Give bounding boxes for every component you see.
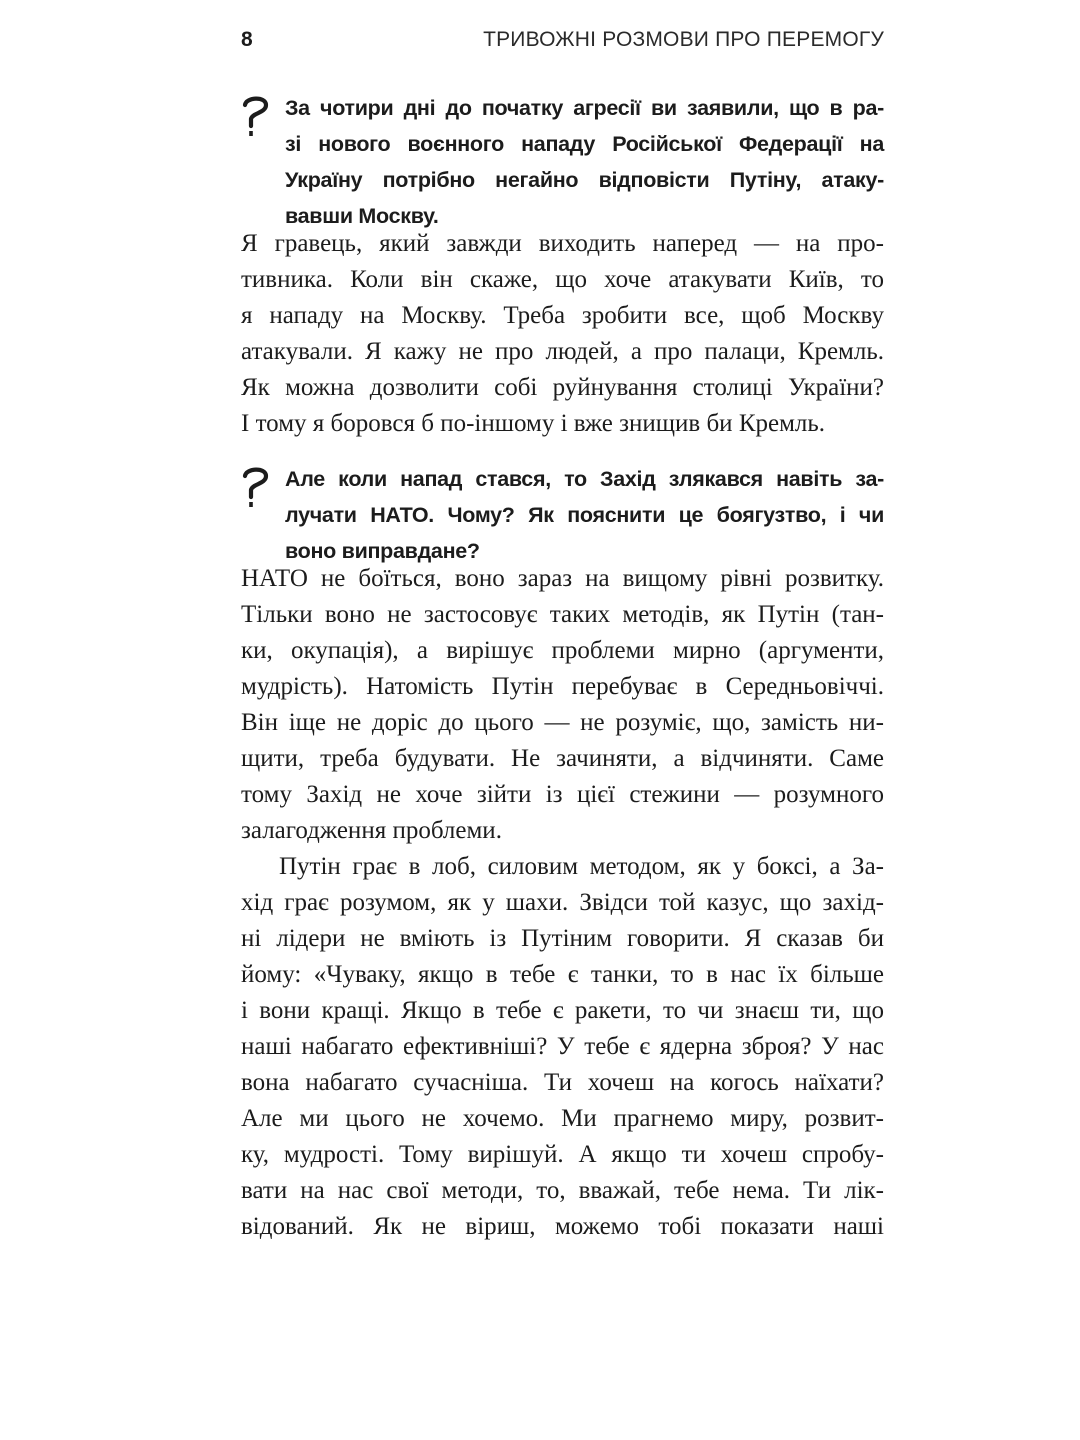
answer-line: ки, окупація), а вирішує проблеми мирно (аргументи, <box>241 637 884 664</box>
question-2 <box>241 461 884 569</box>
question-line: За чотири дні до початку агресії ви заявили, що в ра- <box>285 96 884 120</box>
question-line: Україну потрібно негайно відповісти Путіну, атаку- <box>285 168 884 192</box>
question-line: воно виправдане? <box>285 539 480 563</box>
answer-line: вона набагато сучасніша. Ти хочеш на когось наїхати? <box>241 1069 884 1096</box>
answer-line: вати на нас свої методи, то, вважай, тебе нема. Ти лік- <box>241 1177 884 1204</box>
answer-1 <box>241 226 884 442</box>
answer-line: ку, мудрості. Тому вирішуй. А якщо ти хочеш спробу- <box>241 1141 884 1168</box>
answer-line: НАТО не боїться, воно зараз на вищому рівні розвитку. <box>241 565 884 592</box>
answer-line: йому: «Чуваку, якщо в тебе є танки, то в нас їх більше <box>241 961 884 988</box>
question-mark-icon <box>241 94 271 140</box>
question-line: Але коли напад стався, то Захід злякався навіть за- <box>285 467 884 491</box>
answer-line: Він іще не доріс до цього — не розуміє, що, замість ни- <box>241 709 884 736</box>
page-number: 8 <box>241 28 253 51</box>
running-head <box>241 28 884 58</box>
answer-line: ні лідери не вміють із Путіним говорити. Я сказав би <box>241 925 884 952</box>
book-title: ТРИВОЖНІ РОЗМОВИ ПРО ПЕРЕМОГУ <box>483 28 884 51</box>
question-1 <box>241 90 884 234</box>
answer-line: і вони кращі. Якщо в тебе є ракети, то чи знаєш ти, що <box>241 997 884 1024</box>
answer-line: Путін грає в лоб, силовим методом, як у боксі, а За- <box>279 853 884 880</box>
answer-line: хід грає розумом, як у шахи. Звідси той казус, що захід- <box>241 889 884 916</box>
answer-line: я нападу на Москву. Треба зробити все, щоб Москву <box>241 302 884 329</box>
answer-line: атакували. Я кажу не про людей, а про палаци, Кремль. <box>241 338 884 365</box>
answer-line: І тому я боровся б по-іншому і вже знищив би Кремль. <box>241 410 826 437</box>
question-line: зі нового воєнного нападу Російської Федерації на <box>285 132 884 156</box>
question-mark-icon <box>241 465 271 511</box>
answer-line: тому Захід не хоче зійти із цієї стежини — розумного <box>241 781 884 808</box>
answer-2 <box>241 561 884 1245</box>
answer-line: відований. Як не віриш, можемо тобі показати наші <box>241 1213 884 1240</box>
answer-line: залагодження проблеми. <box>241 817 502 844</box>
question-line: вавши Москву. <box>285 204 439 228</box>
answer-line: наші набагато ефективніші? У тебе є ядерна зброя? У нас <box>241 1033 884 1060</box>
answer-line: Як можна дозволити собі руйнування столиці України? <box>241 374 884 401</box>
answer-line: щити, треба будувати. Не зачиняти, а відчиняти. Саме <box>241 745 884 772</box>
answer-line: Я гравець, який завжди виходить наперед — на про- <box>241 230 884 257</box>
answer-line: тивника. Коли він скаже, що хоче атакувати Київ, то <box>241 266 884 293</box>
answer-line: Тільки воно не застосовує таких методів, як Путін (тан- <box>241 601 884 628</box>
answer-line: мудрість). Натомість Путін перебуває в Середньовіччі. <box>241 673 884 700</box>
answer-line: Але ми цього не хочемо. Ми прагнемо миру, розвит- <box>241 1105 884 1132</box>
question-line: лучати НАТО. Чому? Як пояснити це боягузтво, і чи <box>285 503 884 527</box>
